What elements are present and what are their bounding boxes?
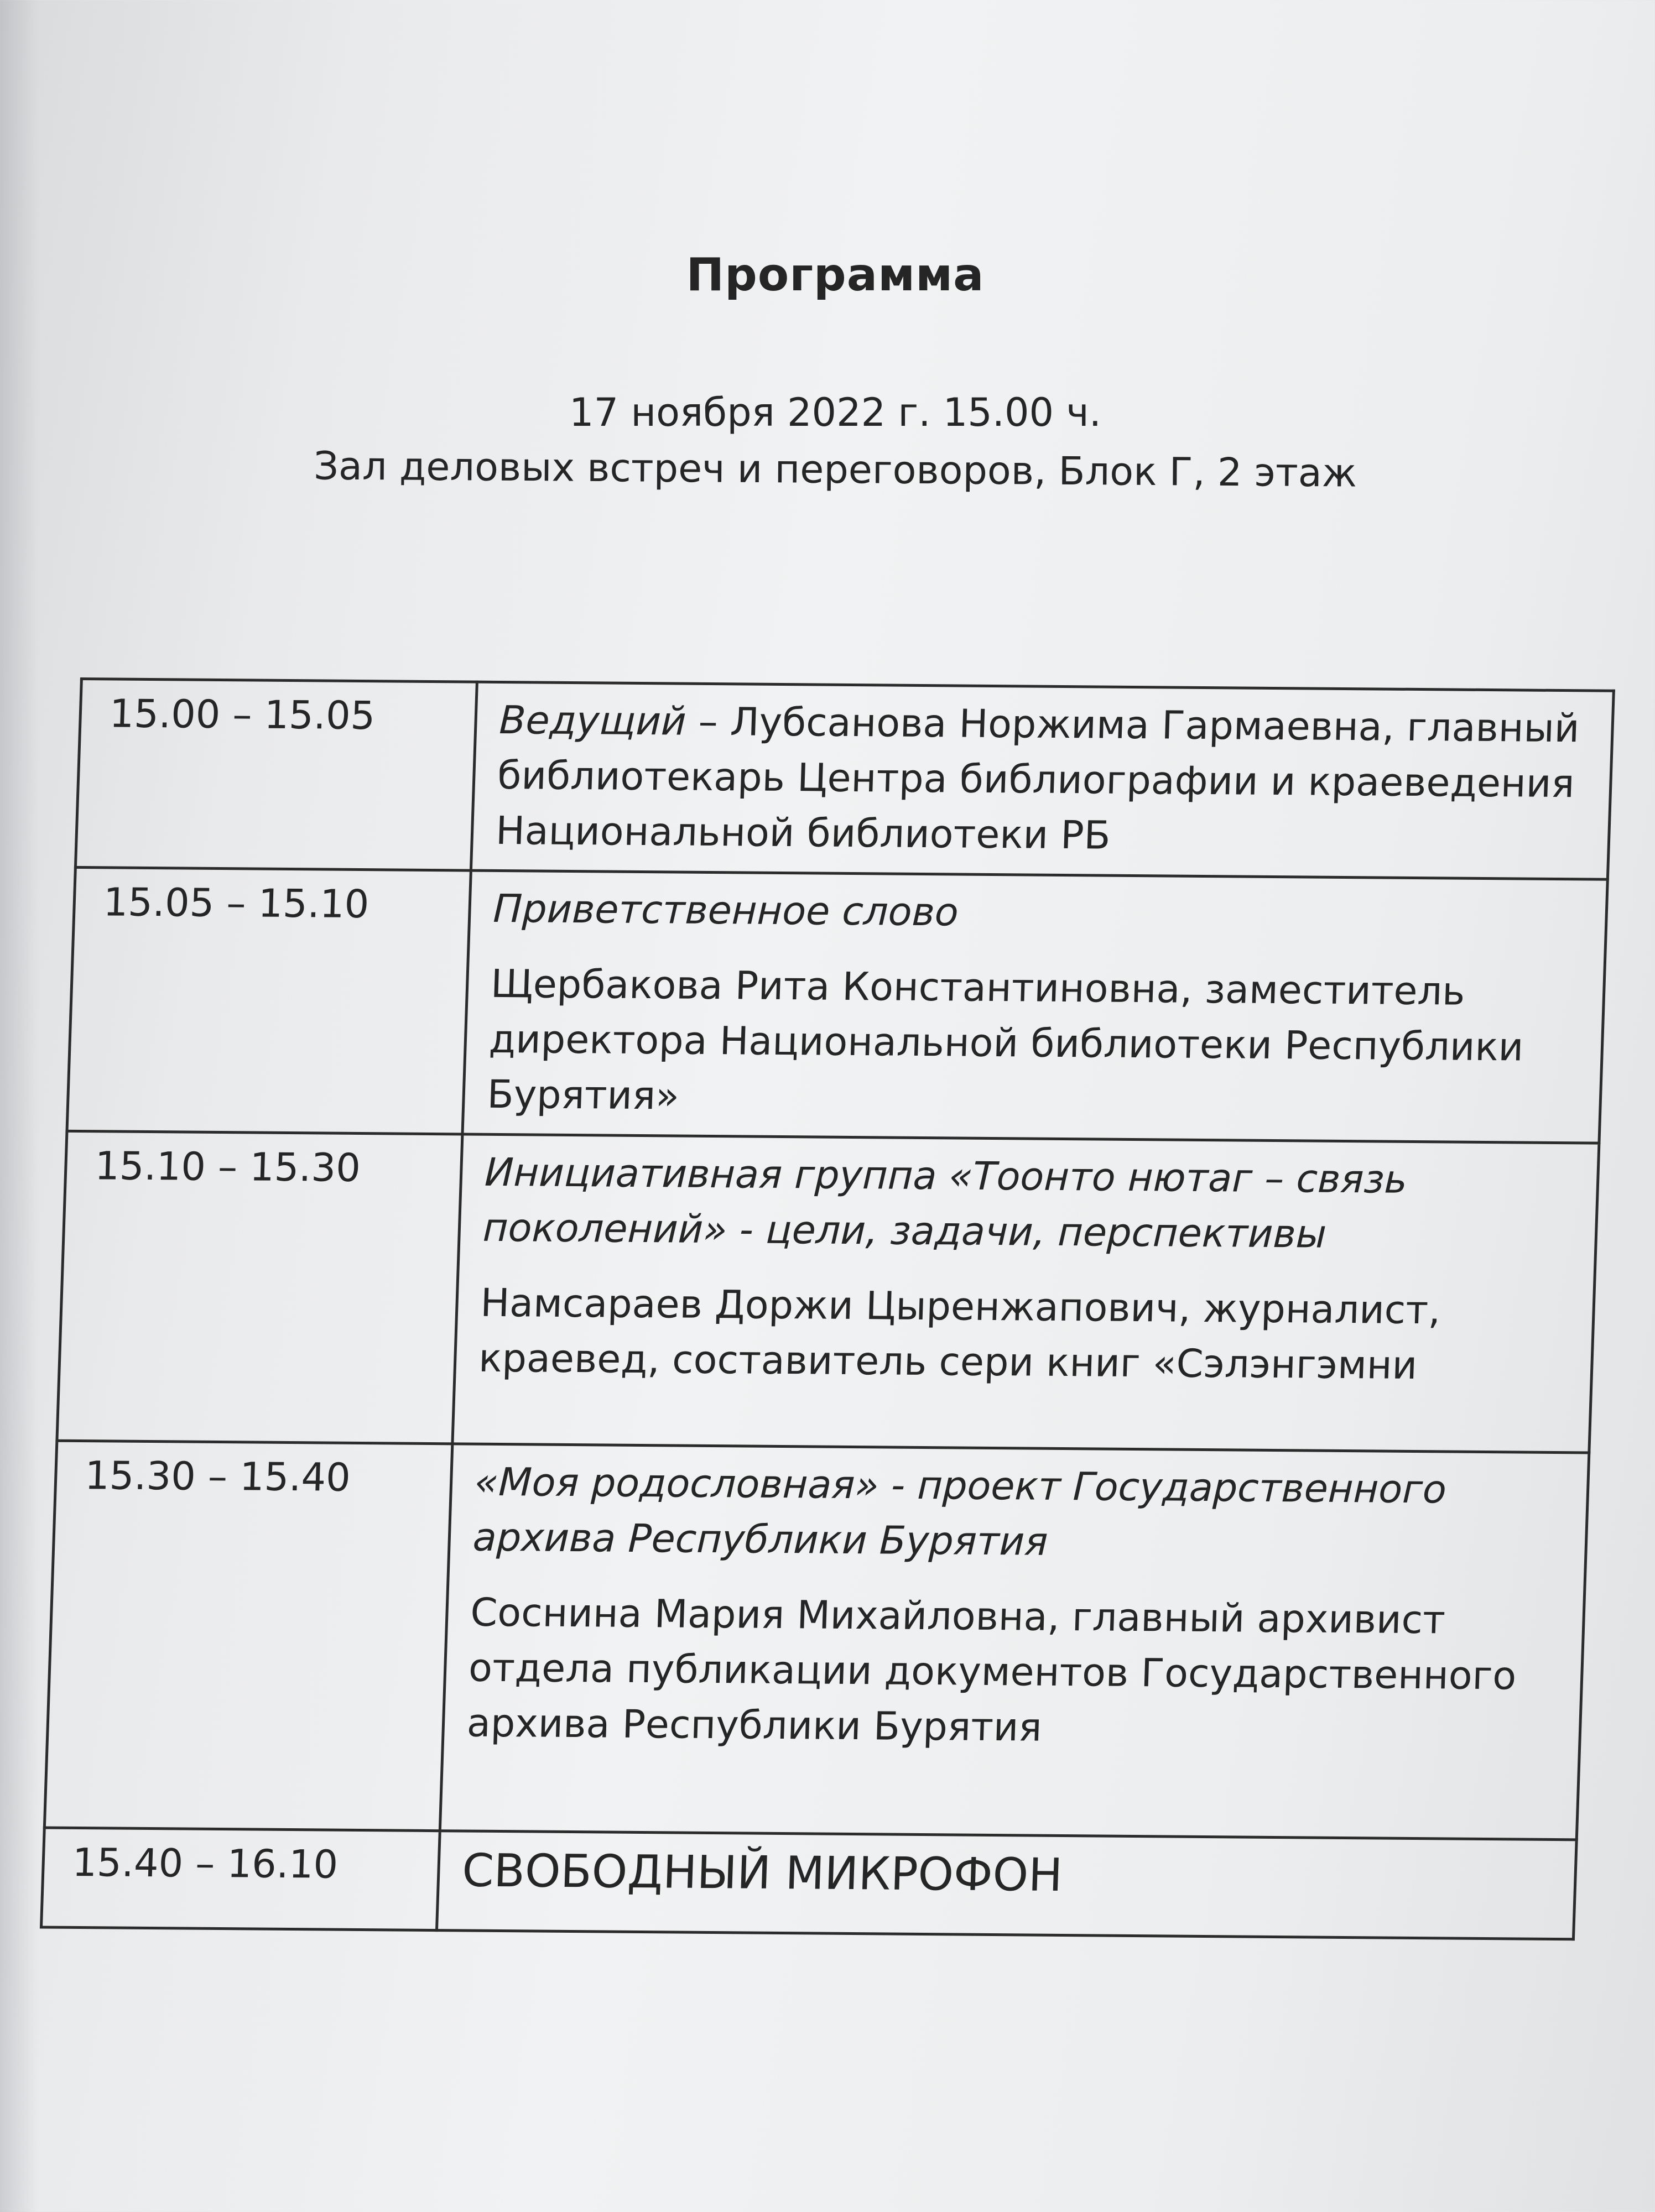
speaker-info: Щербакова Рита Константиновна, заместитель директора Национальной библиотеки Республики Бурятия» — [486, 961, 1524, 1119]
host-details: Лубсанова Норжима Гармаевна, главный библиотекарь Центра библиографии и краеведения Национальной библиотеки РБ — [495, 699, 1580, 858]
time-slot: 15.30 – 15.40 — [44, 1441, 452, 1830]
host-description — [495, 692, 1596, 867]
program-table — [40, 677, 1615, 1940]
time-slot: 15.00 – 15.05 — [75, 679, 477, 871]
table-row — [41, 1828, 1577, 1939]
host-role: Ведущий — [498, 697, 687, 744]
table-row — [57, 1131, 1599, 1453]
agenda-topic: Инициативная группа «Тоонто нютаг – связь поколений» - цели, задачи, перспективы — [482, 1149, 1408, 1257]
role-separator: – — [685, 698, 731, 745]
time-slot: 15.10 – 15.30 — [57, 1131, 462, 1443]
event-date: 17 ноября 2022 г. 15.00 ч. — [569, 390, 1101, 435]
agenda-item — [462, 870, 1607, 1143]
speaker-info: Соснина Мария Михайловна, главный архивист отдела публикации документов Государственного архива Республики Бурятия — [466, 1589, 1517, 1750]
document-title: Программа — [686, 249, 985, 301]
agenda-item — [440, 1444, 1589, 1840]
agenda-topic: «Моя родословная» - проект Государственного архива Республики Бурятия — [472, 1459, 1448, 1564]
table-row — [75, 679, 1614, 880]
event-venue: Зал деловых встреч и переговоров, Блок Г, 2 этаж — [313, 443, 1357, 496]
agenda-item — [452, 1134, 1599, 1453]
speaker-info: Намсараев Доржи Цыренжапович, журналист, краевед, составитель сери книг «Сэлэнгэмни — [478, 1280, 1441, 1389]
time-slot: 15.40 – 16.10 — [41, 1828, 440, 1931]
open-mic-item: СВОБОДНЫЙ МИКРОФОН — [436, 1831, 1576, 1939]
agenda-topic: Приветственное слово — [492, 885, 960, 935]
table-row — [67, 867, 1607, 1143]
table-row — [44, 1441, 1589, 1840]
time-slot: 15.05 – 15.10 — [67, 867, 471, 1134]
agenda-item — [471, 682, 1614, 879]
page-edge-shadow — [0, 0, 39, 2212]
